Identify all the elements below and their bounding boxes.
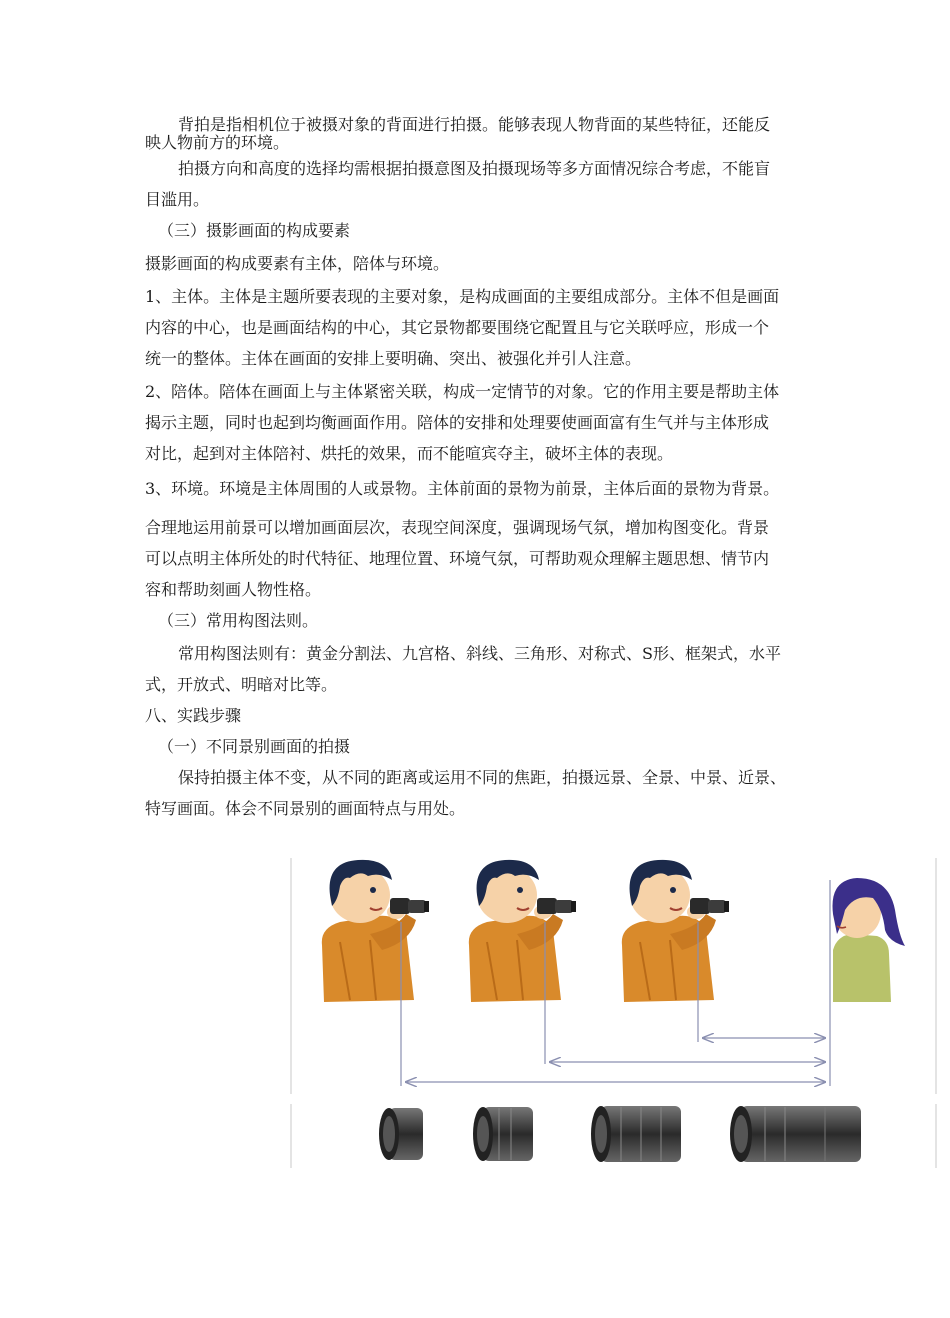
paragraph-line: 可以点明主体所处的时代特征、地理位置、环境气氛，可帮助观众理解主题思想、情节内 <box>145 549 770 568</box>
paragraph-line: 对比，起到对主体陪衬、烘托的效果，而不能喧宾夺主，破坏主体的表现。 <box>145 444 674 463</box>
shot-distance-illustration <box>285 850 940 1180</box>
paragraph-line: 揭示主题，同时也起到均衡画面作用。陪体的安排和处理要使画面富有生气并与主体形成 <box>145 413 770 432</box>
lens-icon <box>730 1106 861 1162</box>
paragraph-line: 目滥用。 <box>145 190 210 209</box>
paragraph-line: 映人物前方的环境。 <box>145 133 290 152</box>
paragraph-line: 容和帮助刻画人物性格。 <box>145 580 322 599</box>
section-heading: （一）不同景别画面的拍摄 <box>158 737 351 756</box>
paragraph-line: 常用构图法则有：黄金分割法、九宫格、斜线、三角形、对称式、S形、框架式，水平 <box>178 644 781 663</box>
paragraph-line: 统一的整体。主体在画面的安排上要明确、突出、被强化并引人注意。 <box>145 349 642 368</box>
distance-arrow-icon <box>401 880 830 1086</box>
photographer-icon <box>469 860 576 1002</box>
photographer-icon <box>622 860 729 1002</box>
subject-girl-icon <box>833 878 906 1002</box>
paragraph-line: 1、主体。主体是主题所要表现的主要对象，是构成画面的主要组成部分。主体不但是画面 <box>145 287 780 306</box>
paragraph-line: 拍摄方向和高度的选择均需根据拍摄意图及拍摄现场等多方面情况综合考虑，不能盲 <box>178 159 771 178</box>
paragraph-line: 内容的中心，也是画面结构的中心，其它景物都要围绕它配置且与它关联呼应，形成一个 <box>145 318 770 337</box>
paragraph-line: 3、环境。环境是主体周围的人或景物。主体前面的景物为前景，主体后面的景物为背景。 <box>145 479 780 498</box>
section-heading: 八、实践步骤 <box>145 706 242 725</box>
paragraph-line: 摄影画面的构成要素有主体，陪体与环境。 <box>145 254 450 273</box>
paragraph-line: 保持拍摄主体不变，从不同的距离或运用不同的焦距，拍摄远景、全景、中景、近景、 <box>178 768 787 787</box>
illustration-canvas <box>285 850 940 1180</box>
section-heading: （三）摄影画面的构成要素 <box>158 221 351 240</box>
photographer-icon <box>322 860 429 1002</box>
paragraph-line: 式，开放式、明暗对比等。 <box>145 675 338 694</box>
lens-icon <box>591 1106 681 1162</box>
paragraph-line: 特写画面。体会不同景别的画面特点与用处。 <box>145 799 466 818</box>
paragraph-line: 2、陪体。陪体在画面上与主体紧密关联，构成一定情节的对象。它的作用主要是帮助主体 <box>145 382 780 401</box>
section-heading: （三）常用构图法则。 <box>158 611 319 630</box>
lens-icon <box>473 1107 533 1161</box>
lens-icon <box>379 1108 423 1160</box>
paragraph-line: 合理地运用前景可以增加画面层次，表现空间深度，强调现场气氛，增加构图变化。背景 <box>145 518 770 537</box>
paragraph-line: 背拍是指相机位于被摄对象的背面进行拍摄。能够表现人物背面的某些特征，还能反 <box>178 115 771 134</box>
